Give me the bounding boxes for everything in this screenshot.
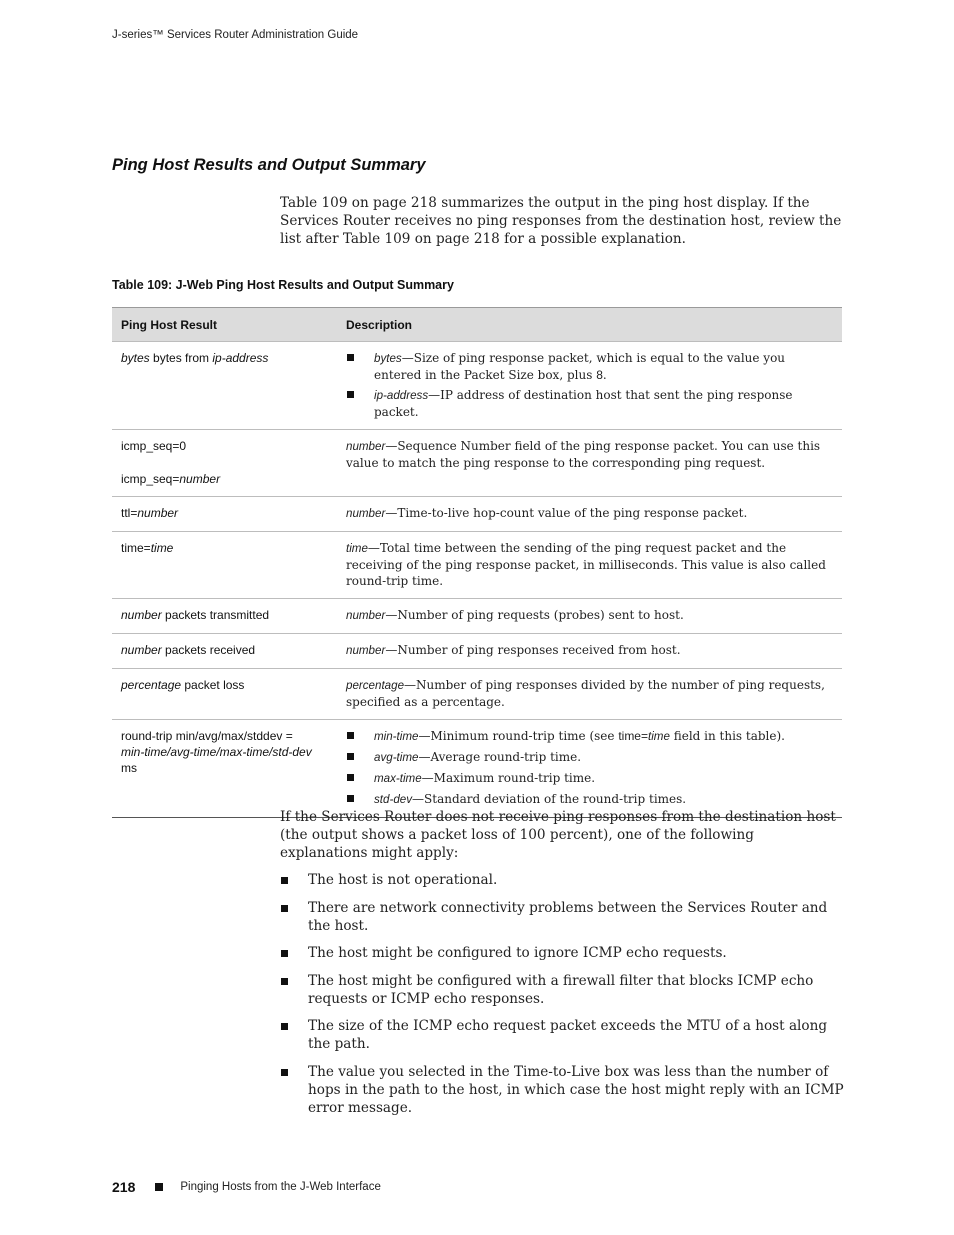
term: time xyxy=(648,730,670,743)
description-bullet xyxy=(346,387,834,420)
description-text: —Size of ping response packet, which is equal to the value you entered in the Packet Size box, plus xyxy=(374,351,786,382)
description-cell xyxy=(337,634,842,669)
result-text: round-trip min/avg/max/stddev = xyxy=(121,729,293,743)
result-term: min-time/avg-time/max-time/std-dev xyxy=(121,745,312,759)
term: number xyxy=(346,644,386,657)
description-cell xyxy=(337,669,842,720)
result-term: number xyxy=(121,608,162,622)
result-text: bytes from xyxy=(149,351,213,365)
table-row xyxy=(112,430,842,497)
result-cell xyxy=(112,430,337,497)
result-text: icmp_seq= xyxy=(121,472,180,486)
result-term: bytes xyxy=(121,351,150,365)
description-cell xyxy=(337,720,842,818)
term: number xyxy=(346,609,386,622)
footer-section-title: Pinging Hosts from the J-Web Interface xyxy=(180,1181,381,1193)
table-row xyxy=(112,342,842,430)
result-text: packets transmitted xyxy=(161,608,270,622)
result-cell xyxy=(112,720,337,818)
result-text: ttl= xyxy=(121,506,138,520)
description-bullet-list xyxy=(346,350,834,420)
term: bytes xyxy=(374,352,402,365)
cause-item: The value you selected in the Time-to-Live box was less than the number of hops in the path to the host, in which case the host might reply with an ICMP error message. xyxy=(280,1063,845,1117)
page-footer xyxy=(112,1179,381,1195)
result-term: time xyxy=(150,541,174,555)
description-text: —Minimum round-trip time (see xyxy=(418,729,619,743)
intro-paragraph: Table 109 on page 218 summarizes the output in the ping host display. If the Services Router receives no ping responses from the destination host, review the list after Table 109 on page 218 for a possible explanation. xyxy=(280,195,842,247)
result-term: number xyxy=(121,643,162,657)
term: max-time xyxy=(374,772,422,785)
description-text: —Maximum round-trip time. xyxy=(421,771,596,785)
description-bullet xyxy=(346,770,834,787)
table-row xyxy=(112,720,842,818)
description-bullet-list xyxy=(346,728,834,808)
description-cell xyxy=(337,532,842,599)
result-text: time= xyxy=(121,541,151,555)
section-title: Ping Host Results and Output Summary xyxy=(112,156,426,174)
description-text: —Time-to-live hop-count value of the ping response packet. xyxy=(385,506,748,520)
description-cell xyxy=(337,342,842,430)
description-text: —IP address of destination host that sent the ping response packet. xyxy=(374,388,793,419)
result-term: number xyxy=(137,506,179,520)
table-row xyxy=(112,599,842,634)
cause-item: The host might be configured with a firewall filter that blocks ICMP echo requests or ICMP echo responses. xyxy=(280,972,845,1008)
term: percentage xyxy=(346,679,405,692)
result-cell xyxy=(112,599,337,634)
footer-bullet-icon xyxy=(155,1183,163,1191)
running-header: J-series™ Services Router Administration Guide xyxy=(112,29,359,41)
result-term: ip-address xyxy=(212,351,269,365)
cause-item: The size of the ICMP echo request packet exceeds the MTU of a host along the path. xyxy=(280,1017,845,1053)
after-paragraph: If the Services Router does not receive ping responses from the destination host (the output shows a packet loss of 100 percent), one of the following explanations might apply: xyxy=(280,809,836,861)
cause-item: The host is not operational. xyxy=(280,871,845,889)
term: min-time xyxy=(374,730,419,743)
term: number xyxy=(346,507,386,520)
value-literal: time= xyxy=(618,729,648,743)
description-text: —Number of ping requests (probes) sent to host. xyxy=(385,608,684,622)
causes-list xyxy=(280,871,845,1126)
table-row xyxy=(112,532,842,599)
description-cell xyxy=(337,599,842,634)
description-text: —Number of ping responses received from host. xyxy=(385,643,681,657)
header-ping-host-result: Ping Host Result xyxy=(112,308,337,342)
page-number: 218 xyxy=(112,1179,136,1195)
result-cell xyxy=(112,532,337,599)
description-text: —Number of ping responses divided by the number of ping requests, specified as a percentage. xyxy=(346,678,825,709)
description-text: —Sequence Number field of the ping response packet. You can use this value to match the ping response to the corresponding ping request. xyxy=(346,439,821,470)
term: time xyxy=(346,542,368,555)
result-cell xyxy=(112,342,337,430)
table-header-row xyxy=(112,308,842,342)
term: std-dev xyxy=(374,793,413,806)
header-description: Description xyxy=(337,308,842,342)
result-term: number xyxy=(179,472,221,486)
value-literal: 8 xyxy=(596,368,603,382)
table-row xyxy=(112,497,842,532)
term: ip-address xyxy=(374,389,429,402)
result-cell xyxy=(112,497,337,532)
table-row xyxy=(112,634,842,669)
description-text: —Average round-trip time. xyxy=(418,750,582,764)
description-bullet xyxy=(346,791,834,808)
term: number xyxy=(346,440,386,453)
result-term: percentage xyxy=(121,678,182,692)
table-row xyxy=(112,669,842,720)
cause-item: The host might be configured to ignore ICMP echo requests. xyxy=(280,944,845,962)
result-cell xyxy=(112,669,337,720)
cause-item: There are network connectivity problems between the Services Router and the host. xyxy=(280,899,845,935)
result-text: packets received xyxy=(161,643,256,657)
description-text: —Total time between the sending of the ping request packet and the receiving of the ping response packet, in milliseconds. This value is also called round-trip time. xyxy=(346,541,826,588)
description-cell xyxy=(337,497,842,532)
description-text: field in this table). xyxy=(669,729,785,743)
description-text: —Standard deviation of the round-trip times. xyxy=(412,792,687,806)
term: avg-time xyxy=(374,751,419,764)
result-cell xyxy=(112,634,337,669)
result-text: ms xyxy=(121,761,137,775)
result-line xyxy=(121,471,329,487)
description-cell xyxy=(337,430,842,497)
description-bullet xyxy=(346,350,834,383)
description-text: . xyxy=(602,368,607,382)
result-text: packet loss xyxy=(181,678,245,692)
result-text: icmp_seq=0 xyxy=(121,439,187,453)
table-caption: Table 109: J-Web Ping Host Results and Output Summary xyxy=(112,278,454,292)
description-bullet xyxy=(346,728,834,745)
description-bullet xyxy=(346,749,834,766)
results-table xyxy=(112,307,842,818)
